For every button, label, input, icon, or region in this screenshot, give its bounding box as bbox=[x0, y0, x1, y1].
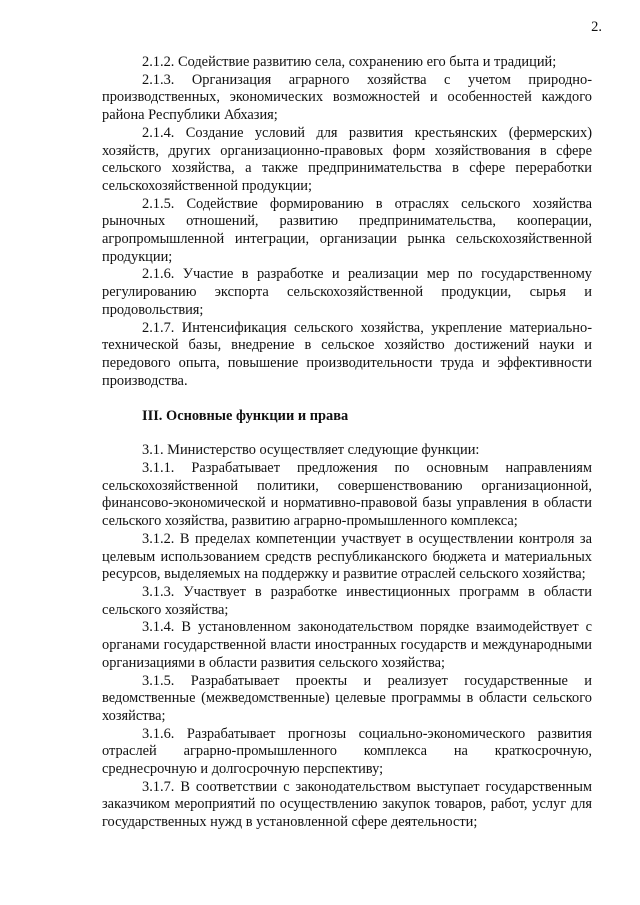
clause-2-1-7: 2.1.7. Интенсификация сельского хозяйства, укрепление материально-технической базы, внедрение в сельское хозяйство достижений науки и передового опыта, повышение производительности труда и эффективности производства. bbox=[102, 319, 592, 389]
clause-3-1-3: 3.1.3. Участвует в разработке инвестиционных программ в области сельского хозяйства; bbox=[102, 583, 592, 618]
page-number: 2. bbox=[591, 19, 602, 35]
clause-2-1-3: 2.1.3. Организация аграрного хозяйства с учетом природно-производственных, экономических возможностей и особенностей каждого района Республики Абхазия; bbox=[102, 71, 592, 124]
clause-2-1-2: 2.1.2. Содействие развитию села, сохранению его быта и традиций; bbox=[142, 54, 557, 70]
clause-2-1-4: 2.1.4. Создание условий для развития крестьянских (фермерских) хозяйств, других организационно-правовых форм хозяйствования в сфере сельского хозяйства, а также предпринимательства в сфере переработки сельскохозяйственной продукции; bbox=[102, 124, 592, 194]
clause-2-1-5: 2.1.5. Содействие формированию в отраслях сельского хозяйства рыночных отношений, развитию предпринимательства, кооперации, агропромышленной интеграции, организации рынка сельскохозяйственной продукции; bbox=[102, 195, 592, 265]
clause-3-1-4: 3.1.4. В установленном законодательством порядке взаимодействует с органами государственной власти иностранных государств и международными организациями в области развития сельского хозяйства; bbox=[102, 619, 592, 671]
section-three-list bbox=[102, 442, 592, 831]
clause-3-1-2: 3.1.2. В пределах компетенции участвует в осуществлении контроля за целевым использованием средств республиканского бюджета и материальных ресурсов, выделяемых на поддержку и развитие отраслей сельского хозяйства; bbox=[102, 530, 592, 583]
clause-3-1-7: 3.1.7. В соответствии с законодательством выступает государственным заказчиком мероприятий по осуществлению закупок товаров, работ, услуг для государственных нужд в установленной сфере деятельности; bbox=[102, 778, 592, 831]
section-heading: III. Основные функции и права bbox=[142, 408, 349, 425]
clause-2-1-6: 2.1.6. Участие в разработке и реализации мер по государственному регулированию экспорта сельскохозяйственной продукции, сырья и продовольствия; bbox=[102, 266, 592, 318]
document-body bbox=[102, 54, 592, 832]
clause-3-1-6: 3.1.6. Разрабатывает прогнозы социально-экономического развития отраслей аграрно-промышленного комплекса на краткосрочную, среднесрочную и долгосрочную перспективу; bbox=[102, 725, 592, 778]
clause-3-1-5: 3.1.5. Разрабатывает проекты и реализует государственные и ведомственные (межведомственные) целевые программы в области сельского хозяйства; bbox=[102, 672, 592, 724]
clause-3-1: 3.1. Министерство осуществляет следующие функции: bbox=[142, 442, 480, 459]
section-two-list bbox=[102, 54, 592, 390]
clause-3-1-1: 3.1.1. Разрабатывает предложения по основным направлениям сельскохозяйственной политики, совершенствованию организационной, финансово-экономической и нормативно-правовой базы управления в области сельского хозяйства, развитию аграрно-промышленного комплекса; bbox=[102, 460, 592, 530]
